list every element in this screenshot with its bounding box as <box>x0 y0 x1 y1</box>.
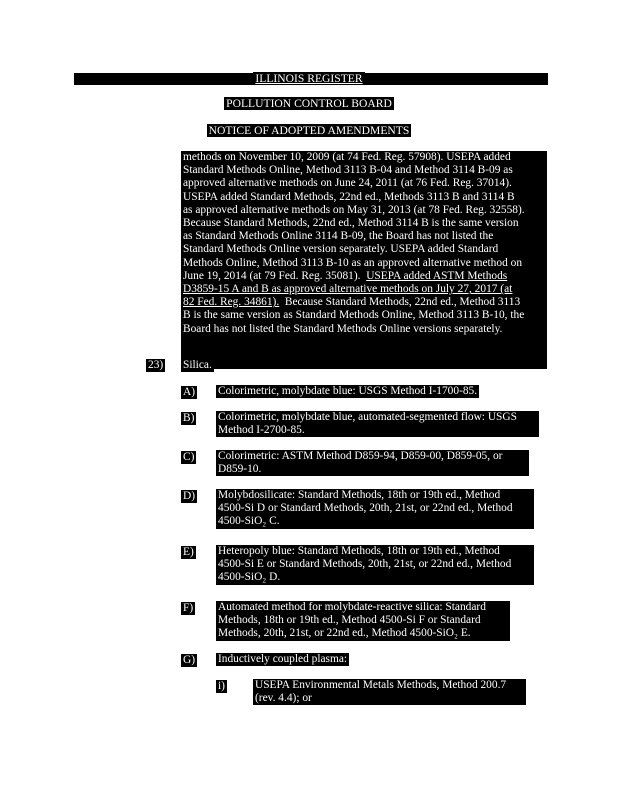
paragraph-line: B is the same version as Standard Methods Online, Method 3113 B-10, the <box>183 309 525 322</box>
paragraph-line: as Standard Methods Online 3114 B-09, the Board has not listed the <box>183 230 494 243</box>
added-text: USEPA added ASTM Methods <box>366 269 508 282</box>
subitem-line: Molybdosilicate: Standard Methods, 18th or 19th ed., Method <box>218 489 501 501</box>
paragraph-line <box>183 270 545 283</box>
board-title-row <box>0 97 618 110</box>
subsub-line: USEPA Environmental Metals Methods, Method 200.7 <box>255 679 507 691</box>
paragraph-line: Methods Online, Method 3113 B-10 as an approved alternative method on <box>183 256 523 269</box>
register-title: ILLINOIS REGISTER <box>255 72 363 85</box>
subitem-line: Inductively coupled plasma: <box>218 653 348 665</box>
notice-title-row <box>0 124 618 137</box>
paragraph-line <box>183 296 545 309</box>
subsub-number: i) <box>218 680 225 692</box>
paragraph-line: approved alternative methods on June 24, 2011 (at 76 Fed. Reg. 37014). <box>183 177 512 190</box>
subitem-line: Colorimetric, molybdate blue, automated-segmented flow: USGS <box>218 411 517 423</box>
notice-title: NOTICE OF ADOPTED AMENDMENTS <box>208 124 410 137</box>
subitem-line: 4500-SiO₂ D. <box>218 571 281 584</box>
item-number: 23) <box>148 359 164 371</box>
subitem-text <box>216 601 510 641</box>
subitem-line: Methods, 18th or 19th ed., Method 4500-Si F or Standard <box>218 614 481 627</box>
subitem-text <box>216 545 534 585</box>
subitem-line: Methods, 20th, 21st, or 22nd ed., Method 4500-SiO₂ E. <box>218 627 471 640</box>
subitem-text <box>216 385 479 398</box>
subitem-line: Colorimetric, molybdate blue: USGS Method I-1700-85. <box>218 385 478 397</box>
subitem-letter: D) <box>183 490 196 502</box>
subitem-text <box>216 450 529 476</box>
subitem-line: Automated method for molybdate-reactive silica: Standard <box>218 601 486 613</box>
subsub-line: (rev. 4.4); or <box>255 692 312 705</box>
subitem-line: Method I-2700-85. <box>218 424 305 437</box>
subitem-line: 4500-Si E or Standard Methods, 20th, 21st, or 22nd ed., Method <box>218 558 512 571</box>
subitem-letter: F) <box>183 602 194 614</box>
paragraph-line: as approved alternative methods on May 31, 2013 (at 78 Fed. Reg. 32558). <box>183 203 525 216</box>
paragraph-line: methods on November 10, 2009 (at 74 Fed. Reg. 57908). USEPA added <box>183 151 511 163</box>
subitem-line: Colorimetric: ASTM Method D859-94, D859-00, D859-05, or <box>218 450 503 462</box>
subitem-line: Heteropoly blue: Standard Methods, 18th or 19th ed., Method <box>218 545 500 557</box>
subitem-text <box>216 411 539 437</box>
subitem-line: D859-10. <box>218 463 262 476</box>
subitem-letter: C) <box>183 451 195 463</box>
continued-paragraph <box>181 151 547 369</box>
register-title-row <box>0 72 618 85</box>
added-text: D3859-15 A and B as approved alternative methods on July 27, 2017 (at <box>183 283 513 296</box>
paragraph-text: June 19, 2014 (at 79 Fed. Reg. 35081). <box>183 269 361 282</box>
subsub-text <box>253 679 526 705</box>
paragraph-line: Board has not listed the Standard Methods Online versions separately. <box>183 322 503 335</box>
paragraph-line: Standard Methods Online version separately. USEPA added Standard <box>183 243 499 256</box>
subitem-letter: A) <box>183 386 196 398</box>
subitem-letter: B) <box>183 412 195 424</box>
paragraph-line: Because Standard Methods, 22nd ed., Method 3114 B is the same version <box>183 217 519 230</box>
board-title: POLLUTION CONTROL BOARD <box>226 97 392 110</box>
subitem-letter: E) <box>183 546 194 558</box>
paragraph-line: Standard Methods Online, Method 3113 B-04 and Method 3114 B-09 as <box>183 164 513 177</box>
subitem-line: 4500-Si D or Standard Methods, 20th, 21st, or 22nd ed., Method <box>218 502 513 515</box>
paragraph-line: USEPA added Standard Methods, 22nd ed., Methods 3113 B and 3114 B <box>183 190 515 203</box>
subitem-line: 4500-SiO₂ C. <box>218 515 280 528</box>
subitem-text <box>216 489 534 529</box>
paragraph-text: Because Standard Methods, 22nd ed., Method 3113 <box>284 296 521 309</box>
added-text: 82 Fed. Reg. 34861). <box>183 296 280 309</box>
item-title: Silica. <box>183 359 212 371</box>
subitem-text <box>216 653 349 666</box>
subitem-letter: G) <box>183 654 196 666</box>
